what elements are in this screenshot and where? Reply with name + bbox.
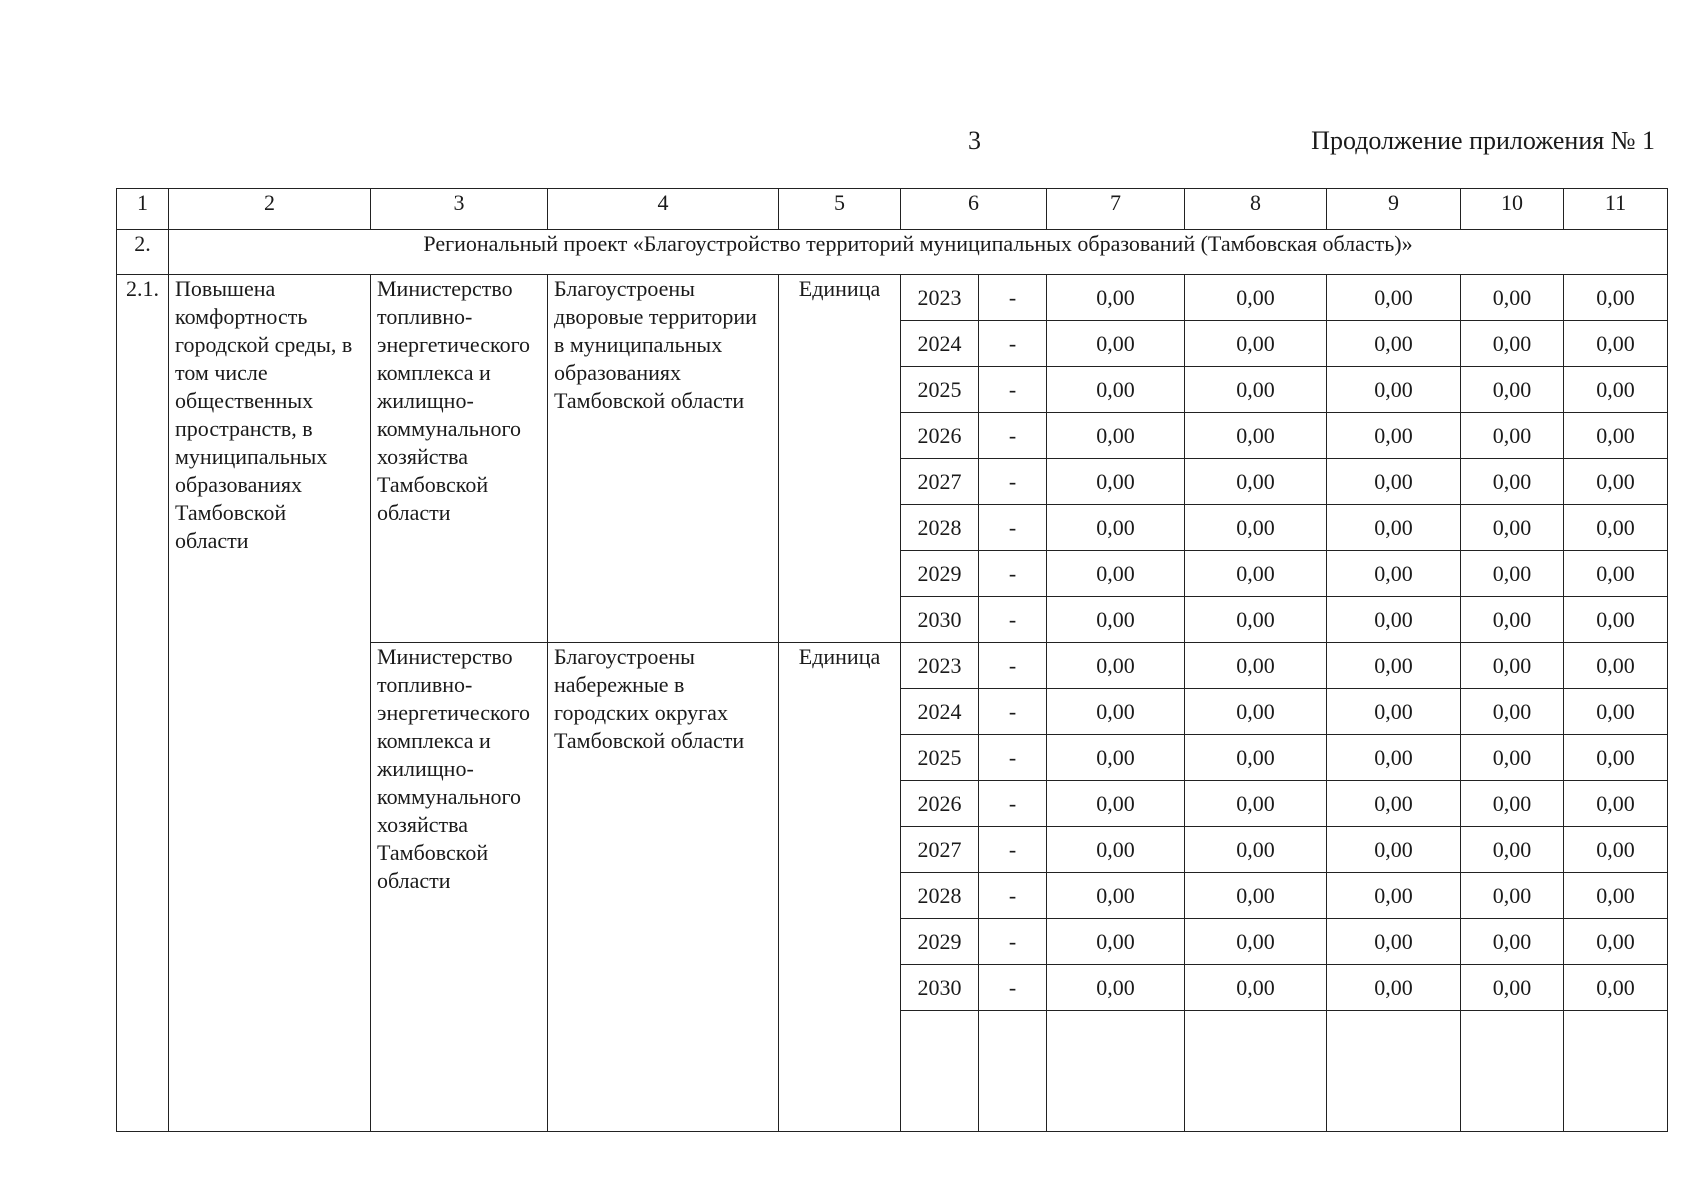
value-cell: 0,00	[1047, 321, 1185, 367]
base-value-cell: -	[979, 597, 1047, 643]
column-number: 3	[371, 189, 548, 230]
page-number: 3	[968, 126, 981, 155]
value-cell: 0,00	[1185, 689, 1327, 735]
value-cell: 0,00	[1461, 413, 1564, 459]
value-cell: 0,00	[1047, 551, 1185, 597]
value-cell: 0,00	[1564, 827, 1668, 873]
value-cell: 0,00	[1564, 505, 1668, 551]
column-number: 6	[901, 189, 1047, 230]
base-value-cell: -	[979, 321, 1047, 367]
value-cell: 0,00	[1327, 643, 1461, 689]
base-value-cell: -	[979, 735, 1047, 781]
table-row	[117, 275, 1668, 321]
value-cell: 0,00	[1461, 321, 1564, 367]
value-cell: 0,00	[1185, 413, 1327, 459]
responsible-cell: Министерство топливно-энергетического комплекса и жилищно-коммунального хозяйства Тамбовской области	[371, 275, 548, 643]
value-cell: 0,00	[1461, 505, 1564, 551]
value-cell: 0,00	[1564, 965, 1668, 1011]
value-cell: 0,00	[1327, 413, 1461, 459]
indicator-cell: Благоустроены набережные в городских округах Тамбовской области	[548, 643, 779, 1132]
column-numbers-row	[117, 189, 1668, 230]
value-cell: 0,00	[1327, 505, 1461, 551]
value-cell: 0,00	[1564, 873, 1668, 919]
value-cell: 0,00	[1047, 827, 1185, 873]
year-cell: 2028	[901, 505, 979, 551]
column-number: 1	[117, 189, 169, 230]
value-cell: 0,00	[1327, 459, 1461, 505]
value-cell: 0,00	[1047, 643, 1185, 689]
year-cell: 2030	[901, 597, 979, 643]
empty-cell	[901, 1011, 979, 1132]
value-cell: 0,00	[1564, 413, 1668, 459]
value-cell: 0,00	[1185, 505, 1327, 551]
appendix-note: Продолжение приложения № 1	[1311, 126, 1655, 155]
year-cell: 2027	[901, 459, 979, 505]
value-cell: 0,00	[1047, 919, 1185, 965]
responsible-cell: Министерство топливно-энергетического комплекса и жилищно-коммунального хозяйства Тамбовской области	[371, 643, 548, 1132]
base-value-cell: -	[979, 873, 1047, 919]
base-value-cell: -	[979, 505, 1047, 551]
base-value-cell: -	[979, 413, 1047, 459]
year-cell: 2026	[901, 781, 979, 827]
year-cell: 2030	[901, 965, 979, 1011]
column-number: 5	[779, 189, 901, 230]
value-cell: 0,00	[1564, 321, 1668, 367]
value-cell: 0,00	[1047, 689, 1185, 735]
value-cell: 0,00	[1185, 643, 1327, 689]
base-value-cell: -	[979, 275, 1047, 321]
year-cell: 2025	[901, 367, 979, 413]
unit-cell: Единица	[779, 643, 901, 1132]
year-cell: 2023	[901, 643, 979, 689]
column-number: 8	[1185, 189, 1327, 230]
value-cell: 0,00	[1185, 827, 1327, 873]
value-cell: 0,00	[1327, 735, 1461, 781]
value-cell: 0,00	[1327, 873, 1461, 919]
value-cell: 0,00	[1047, 781, 1185, 827]
value-cell: 0,00	[1185, 275, 1327, 321]
empty-cell	[1461, 1011, 1564, 1132]
base-value-cell: -	[979, 551, 1047, 597]
value-cell: 0,00	[1461, 551, 1564, 597]
value-cell: 0,00	[1047, 873, 1185, 919]
empty-cell	[1564, 1011, 1668, 1132]
base-value-cell: -	[979, 689, 1047, 735]
base-value-cell: -	[979, 643, 1047, 689]
value-cell: 0,00	[1461, 275, 1564, 321]
value-cell: 0,00	[1461, 367, 1564, 413]
value-cell: 0,00	[1047, 413, 1185, 459]
value-cell: 0,00	[1185, 919, 1327, 965]
value-cell: 0,00	[1185, 367, 1327, 413]
column-number: 10	[1461, 189, 1564, 230]
value-cell: 0,00	[1185, 873, 1327, 919]
value-cell: 0,00	[1047, 505, 1185, 551]
base-value-cell: -	[979, 367, 1047, 413]
value-cell: 0,00	[1461, 643, 1564, 689]
value-cell: 0,00	[1327, 689, 1461, 735]
value-cell: 0,00	[1327, 919, 1461, 965]
value-cell: 0,00	[1461, 873, 1564, 919]
value-cell: 0,00	[1564, 781, 1668, 827]
empty-cell	[1185, 1011, 1327, 1132]
base-value-cell: -	[979, 919, 1047, 965]
value-cell: 0,00	[1461, 597, 1564, 643]
value-cell: 0,00	[1461, 781, 1564, 827]
value-cell: 0,00	[1185, 597, 1327, 643]
value-cell: 0,00	[1327, 551, 1461, 597]
item-number: 2.1.	[117, 275, 169, 1132]
section-number: 2.	[117, 230, 169, 275]
value-cell: 0,00	[1185, 551, 1327, 597]
value-cell: 0,00	[1564, 275, 1668, 321]
column-number: 4	[548, 189, 779, 230]
value-cell: 0,00	[1461, 689, 1564, 735]
value-cell: 0,00	[1564, 367, 1668, 413]
value-cell: 0,00	[1564, 735, 1668, 781]
column-number: 7	[1047, 189, 1185, 230]
value-cell: 0,00	[1461, 919, 1564, 965]
column-number: 9	[1327, 189, 1461, 230]
year-cell: 2028	[901, 873, 979, 919]
indicator-cell: Благоустроены дворовые территории в муниципальных образованиях Тамбовской области	[548, 275, 779, 643]
value-cell: 0,00	[1327, 367, 1461, 413]
column-number: 2	[169, 189, 371, 230]
value-cell: 0,00	[1047, 597, 1185, 643]
value-cell: 0,00	[1047, 965, 1185, 1011]
indicators-table	[116, 188, 1668, 1132]
section-row	[117, 230, 1668, 275]
value-cell: 0,00	[1327, 965, 1461, 1011]
value-cell: 0,00	[1564, 551, 1668, 597]
value-cell: 0,00	[1327, 597, 1461, 643]
value-cell: 0,00	[1047, 459, 1185, 505]
goal-cell: Повышена комфортность городской среды, в том числе общественных пространств, в муниципальных образованиях Тамбовской области	[169, 275, 371, 1132]
value-cell: 0,00	[1185, 321, 1327, 367]
year-cell: 2029	[901, 551, 979, 597]
year-cell: 2029	[901, 919, 979, 965]
value-cell: 0,00	[1047, 735, 1185, 781]
section-title: Региональный проект «Благоустройство территорий муниципальных образований (Тамбовская область)»	[169, 230, 1668, 275]
base-value-cell: -	[979, 781, 1047, 827]
value-cell: 0,00	[1047, 367, 1185, 413]
value-cell: 0,00	[1461, 965, 1564, 1011]
value-cell: 0,00	[1327, 827, 1461, 873]
value-cell: 0,00	[1327, 275, 1461, 321]
empty-cell	[1327, 1011, 1461, 1132]
value-cell: 0,00	[1185, 965, 1327, 1011]
empty-cell	[979, 1011, 1047, 1132]
value-cell: 0,00	[1461, 735, 1564, 781]
unit-cell: Единица	[779, 275, 901, 643]
value-cell: 0,00	[1564, 597, 1668, 643]
value-cell: 0,00	[1564, 919, 1668, 965]
value-cell: 0,00	[1327, 781, 1461, 827]
value-cell: 0,00	[1564, 459, 1668, 505]
value-cell: 0,00	[1047, 275, 1185, 321]
base-value-cell: -	[979, 459, 1047, 505]
year-cell: 2026	[901, 413, 979, 459]
base-value-cell: -	[979, 827, 1047, 873]
value-cell: 0,00	[1185, 459, 1327, 505]
year-cell: 2027	[901, 827, 979, 873]
empty-cell	[1047, 1011, 1185, 1132]
column-number: 11	[1564, 189, 1668, 230]
value-cell: 0,00	[1461, 459, 1564, 505]
value-cell: 0,00	[1564, 689, 1668, 735]
year-cell: 2025	[901, 735, 979, 781]
value-cell: 0,00	[1461, 827, 1564, 873]
year-cell: 2024	[901, 321, 979, 367]
year-cell: 2024	[901, 689, 979, 735]
value-cell: 0,00	[1185, 781, 1327, 827]
value-cell: 0,00	[1564, 643, 1668, 689]
value-cell: 0,00	[1327, 321, 1461, 367]
year-cell: 2023	[901, 275, 979, 321]
base-value-cell: -	[979, 965, 1047, 1011]
value-cell: 0,00	[1185, 735, 1327, 781]
